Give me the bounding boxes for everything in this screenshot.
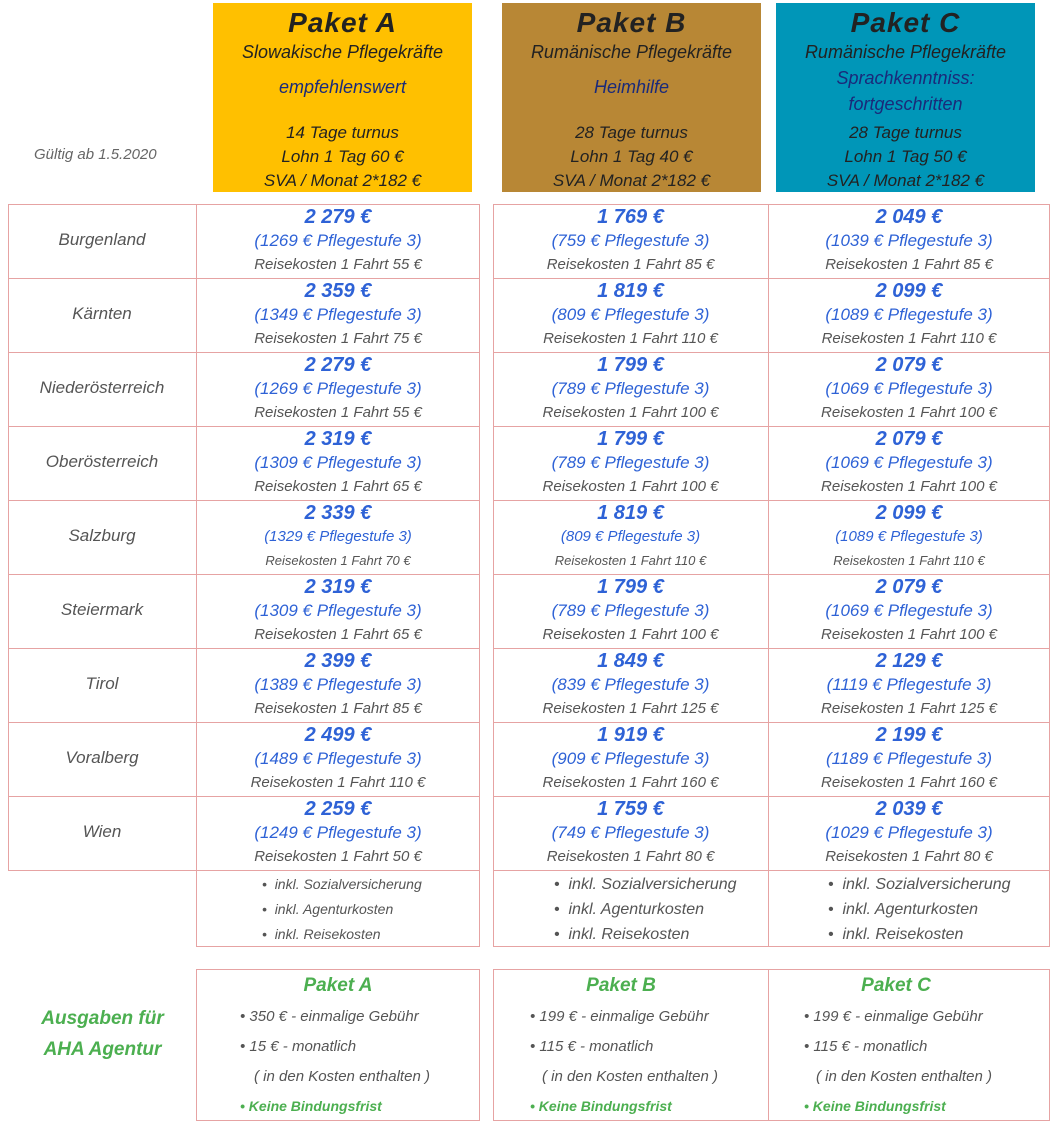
package-subtitle: Rumänische Pflegekräfte (804, 42, 1007, 62)
package-sva: SVA / Monat 2*182 € (826, 171, 985, 190)
package-title: Paket C (850, 7, 961, 38)
agency-fee-once: • 199 € - einmalige Gebühr (804, 1008, 983, 1025)
price-cell (768, 353, 1050, 425)
price-cell (768, 723, 1050, 795)
agency-fee-once: • 350 € - einmalige Gebühr (240, 1008, 419, 1025)
monthly-price: 2 039 € (875, 798, 943, 820)
travel-cost: Reisekosten 1 Fahrt 85 € (254, 700, 422, 717)
travel-cost: Reisekosten 1 Fahrt 100 € (821, 478, 997, 495)
price-cell (768, 427, 1050, 499)
region-name: Wien (82, 822, 122, 841)
price-cell (196, 501, 480, 573)
monthly-price: 2 319 € (304, 576, 372, 598)
monthly-price: 2 079 € (875, 428, 943, 450)
price-cell (196, 279, 480, 351)
agency-fee-once: • 199 € - einmalige Gebühr (530, 1008, 709, 1025)
price-cell (493, 649, 768, 721)
travel-cost: Reisekosten 1 Fahrt 85 € (825, 256, 993, 273)
monthly-price: 2 099 € (875, 502, 943, 524)
inclusion-item: • inkl. Reisekosten (554, 926, 690, 943)
inclusion-item: • inkl. Sozialversicherung (262, 876, 422, 892)
package-turnus: 28 Tage turnus (575, 123, 688, 142)
care-level-price: (1069 € Pflegestufe 3) (825, 453, 993, 472)
travel-cost: Reisekosten 1 Fahrt 85 € (546, 256, 715, 273)
monthly-price: 2 499 € (304, 724, 372, 746)
agency-fee-monthly: • 115 € - monatlich (804, 1038, 928, 1055)
care-level-price: (789 € Pflegestufe 3) (551, 453, 710, 472)
monthly-price: 2 279 € (304, 354, 372, 376)
monthly-price: 1 799 € (597, 576, 664, 598)
monthly-price: 2 279 € (304, 206, 372, 228)
monthly-price: 2 359 € (304, 280, 372, 302)
package-lohn: Lohn 1 Tag 60 € (281, 147, 404, 166)
care-level-price: (809 € Pflegestufe 3) (560, 528, 701, 545)
package-title: Paket B (576, 7, 687, 38)
price-cell (768, 649, 1050, 721)
price-cell (768, 797, 1050, 869)
travel-cost: Reisekosten 1 Fahrt 65 € (254, 626, 422, 643)
travel-cost: Reisekosten 1 Fahrt 50 € (254, 848, 422, 865)
monthly-price: 1 799 € (597, 428, 664, 450)
care-level-price: (909 € Pflegestufe 3) (551, 749, 710, 768)
price-cell (493, 575, 768, 647)
package-subtitle: Slowakische Pflegekräfte (241, 42, 444, 62)
package-tag: Sprachkenntniss: fortgeschritten (836, 68, 975, 114)
travel-cost: Reisekosten 1 Fahrt 125 € (542, 700, 719, 717)
region-name: Niederösterreich (39, 378, 165, 397)
care-level-price: (1069 € Pflegestufe 3) (825, 601, 993, 620)
travel-cost: Reisekosten 1 Fahrt 80 € (825, 848, 993, 865)
care-level-price: (1069 € Pflegestufe 3) (825, 379, 993, 398)
care-level-price: (749 € Pflegestufe 3) (551, 823, 710, 842)
care-level-price: (789 € Pflegestufe 3) (551, 379, 710, 398)
monthly-price: 1 799 € (597, 354, 664, 376)
price-cell (768, 575, 1050, 647)
monthly-price: 2 339 € (304, 502, 372, 524)
package-tag: Heimhilfe (593, 77, 670, 97)
monthly-price: 2 319 € (304, 428, 372, 450)
package-sva: SVA / Monat 2*182 € (263, 171, 422, 190)
monthly-price: 1 849 € (597, 650, 664, 672)
travel-cost: Reisekosten 1 Fahrt 110 € (250, 774, 426, 791)
package-turnus: 28 Tage turnus (849, 123, 962, 142)
price-cell (768, 501, 1050, 573)
care-level-price: (1349 € Pflegestufe 3) (254, 305, 422, 324)
monthly-price: 1 769 € (597, 206, 664, 228)
region-name: Oberösterreich (45, 452, 159, 471)
travel-cost: Reisekosten 1 Fahrt 65 € (254, 478, 422, 495)
region-name: Salzburg (68, 526, 136, 545)
price-cell (493, 279, 768, 351)
travel-cost: Reisekosten 1 Fahrt 100 € (821, 404, 997, 421)
travel-cost: Reisekosten 1 Fahrt 110 € (821, 330, 997, 347)
inclusion-item: • inkl. Reisekosten (828, 926, 964, 943)
inclusion-item: • inkl. Agenturkosten (262, 901, 394, 917)
price-cell (196, 723, 480, 795)
agency-no-binding: • Keine Bindungsfrist (240, 1098, 382, 1114)
package-turnus: 14 Tage turnus (286, 123, 399, 142)
monthly-price: 2 079 € (875, 354, 943, 376)
agency-package-title: Paket A (303, 975, 373, 996)
price-cell (196, 797, 480, 869)
care-level-price: (1309 € Pflegestufe 3) (254, 601, 422, 620)
price-cell (493, 723, 768, 795)
inclusion-item: • inkl. Agenturkosten (828, 901, 978, 918)
monthly-price: 1 819 € (597, 502, 664, 524)
care-level-price: (1309 € Pflegestufe 3) (254, 453, 422, 472)
care-level-price: (1119 € Pflegestufe 3) (826, 675, 992, 694)
region-name: Steiermark (60, 600, 144, 619)
monthly-price: 1 759 € (597, 798, 664, 820)
valid-from-date: Gültig ab 1.5.2020 (34, 146, 157, 163)
travel-cost: Reisekosten 1 Fahrt 160 € (821, 774, 997, 791)
inclusions-list-a (262, 872, 422, 947)
agency-fee-included: ( in den Kosten enthalten ) (254, 1068, 430, 1085)
care-level-price: (1269 € Pflegestufe 3) (254, 379, 422, 398)
care-level-price: (789 € Pflegestufe 3) (551, 601, 710, 620)
region-name: Burgenland (58, 230, 146, 249)
travel-cost: Reisekosten 1 Fahrt 80 € (546, 848, 715, 865)
inclusion-item: • inkl. Agenturkosten (554, 901, 704, 918)
price-cell (493, 353, 768, 425)
monthly-price: 1 819 € (597, 280, 664, 302)
price-cell (196, 649, 480, 721)
care-level-price: (759 € Pflegestufe 3) (551, 231, 710, 250)
agency-package-title: Paket C (861, 975, 931, 996)
inclusions-list-c (828, 872, 1011, 947)
region-name: Voralberg (65, 748, 139, 767)
package-a-header (213, 3, 472, 192)
travel-cost: Reisekosten 1 Fahrt 55 € (254, 256, 422, 273)
monthly-price: 2 129 € (875, 650, 943, 672)
care-level-price: (1329 € Pflegestufe 3) (264, 528, 412, 545)
travel-cost: Reisekosten 1 Fahrt 110 € (833, 553, 985, 568)
price-cell (493, 797, 768, 869)
agency-no-binding: • Keine Bindungsfrist (804, 1098, 946, 1114)
monthly-price: 2 099 € (875, 280, 943, 302)
package-subtitle: Rumänische Pflegekräfte (530, 42, 733, 62)
travel-cost: Reisekosten 1 Fahrt 55 € (254, 404, 422, 421)
package-tag: empfehlenswert (278, 77, 407, 97)
price-cell (493, 501, 768, 573)
agency-package-title: Paket B (586, 975, 656, 996)
travel-cost: Reisekosten 1 Fahrt 160 € (542, 774, 719, 791)
package-lohn: Lohn 1 Tag 40 € (570, 147, 693, 166)
travel-cost: Reisekosten 1 Fahrt 110 € (543, 330, 718, 347)
care-level-price: (1389 € Pflegestufe 3) (254, 675, 422, 694)
agency-costs-label: Ausgaben für AHA Agentur (41, 1008, 164, 1060)
price-cell (768, 205, 1050, 277)
price-cell (196, 427, 480, 499)
monthly-price: 2 399 € (304, 650, 372, 672)
care-level-price: (1089 € Pflegestufe 3) (825, 305, 993, 324)
care-level-price: (809 € Pflegestufe 3) (551, 305, 710, 324)
care-level-price: (1269 € Pflegestufe 3) (254, 231, 422, 250)
package-c-header (776, 3, 1035, 192)
care-level-price: (1029 € Pflegestufe 3) (825, 823, 993, 842)
price-cell (196, 353, 480, 425)
package-b-header (502, 3, 761, 192)
region-name: Tirol (85, 674, 119, 693)
travel-cost: Reisekosten 1 Fahrt 100 € (821, 626, 997, 643)
price-cell (768, 279, 1050, 351)
care-level-price: (1249 € Pflegestufe 3) (254, 823, 422, 842)
care-level-price: (1489 € Pflegestufe 3) (254, 749, 422, 768)
travel-cost: Reisekosten 1 Fahrt 100 € (542, 478, 719, 495)
inclusion-item: • inkl. Sozialversicherung (554, 876, 737, 893)
monthly-price: 2 049 € (875, 206, 943, 228)
inclusion-item: • inkl. Sozialversicherung (828, 876, 1011, 893)
inclusion-item: • inkl. Reisekosten (262, 926, 381, 942)
travel-cost: Reisekosten 1 Fahrt 125 € (821, 700, 997, 717)
travel-cost: Reisekosten 1 Fahrt 70 € (265, 553, 411, 568)
monthly-price: 2 259 € (304, 798, 372, 820)
travel-cost: Reisekosten 1 Fahrt 110 € (554, 553, 707, 568)
price-cell (196, 205, 480, 277)
price-cell (493, 427, 768, 499)
care-level-price: (1189 € Pflegestufe 3) (825, 749, 992, 768)
price-cell (493, 205, 768, 277)
care-level-price: (1089 € Pflegestufe 3) (835, 528, 983, 545)
travel-cost: Reisekosten 1 Fahrt 100 € (542, 626, 719, 643)
package-sva: SVA / Monat 2*182 € (552, 171, 711, 190)
package-lohn: Lohn 1 Tag 50 € (844, 147, 967, 166)
divider (768, 870, 769, 947)
care-level-price: (1039 € Pflegestufe 3) (825, 231, 993, 250)
inclusions-list-b (554, 872, 737, 947)
agency-fee-included: ( in den Kosten enthalten ) (542, 1068, 718, 1085)
agency-fee-monthly: • 15 € - monatlich (240, 1038, 357, 1055)
agency-fee-monthly: • 115 € - monatlich (530, 1038, 654, 1055)
region-name: Kärnten (72, 304, 132, 323)
monthly-price: 1 919 € (597, 724, 664, 746)
price-cell (196, 575, 480, 647)
care-level-price: (839 € Pflegestufe 3) (551, 675, 710, 694)
package-title: Paket A (288, 7, 397, 38)
monthly-price: 2 079 € (875, 576, 943, 598)
monthly-price: 2 199 € (875, 724, 943, 746)
travel-cost: Reisekosten 1 Fahrt 75 € (254, 330, 422, 347)
agency-no-binding: • Keine Bindungsfrist (530, 1098, 672, 1114)
agency-fee-included: ( in den Kosten enthalten ) (816, 1068, 992, 1085)
travel-cost: Reisekosten 1 Fahrt 100 € (542, 404, 719, 421)
